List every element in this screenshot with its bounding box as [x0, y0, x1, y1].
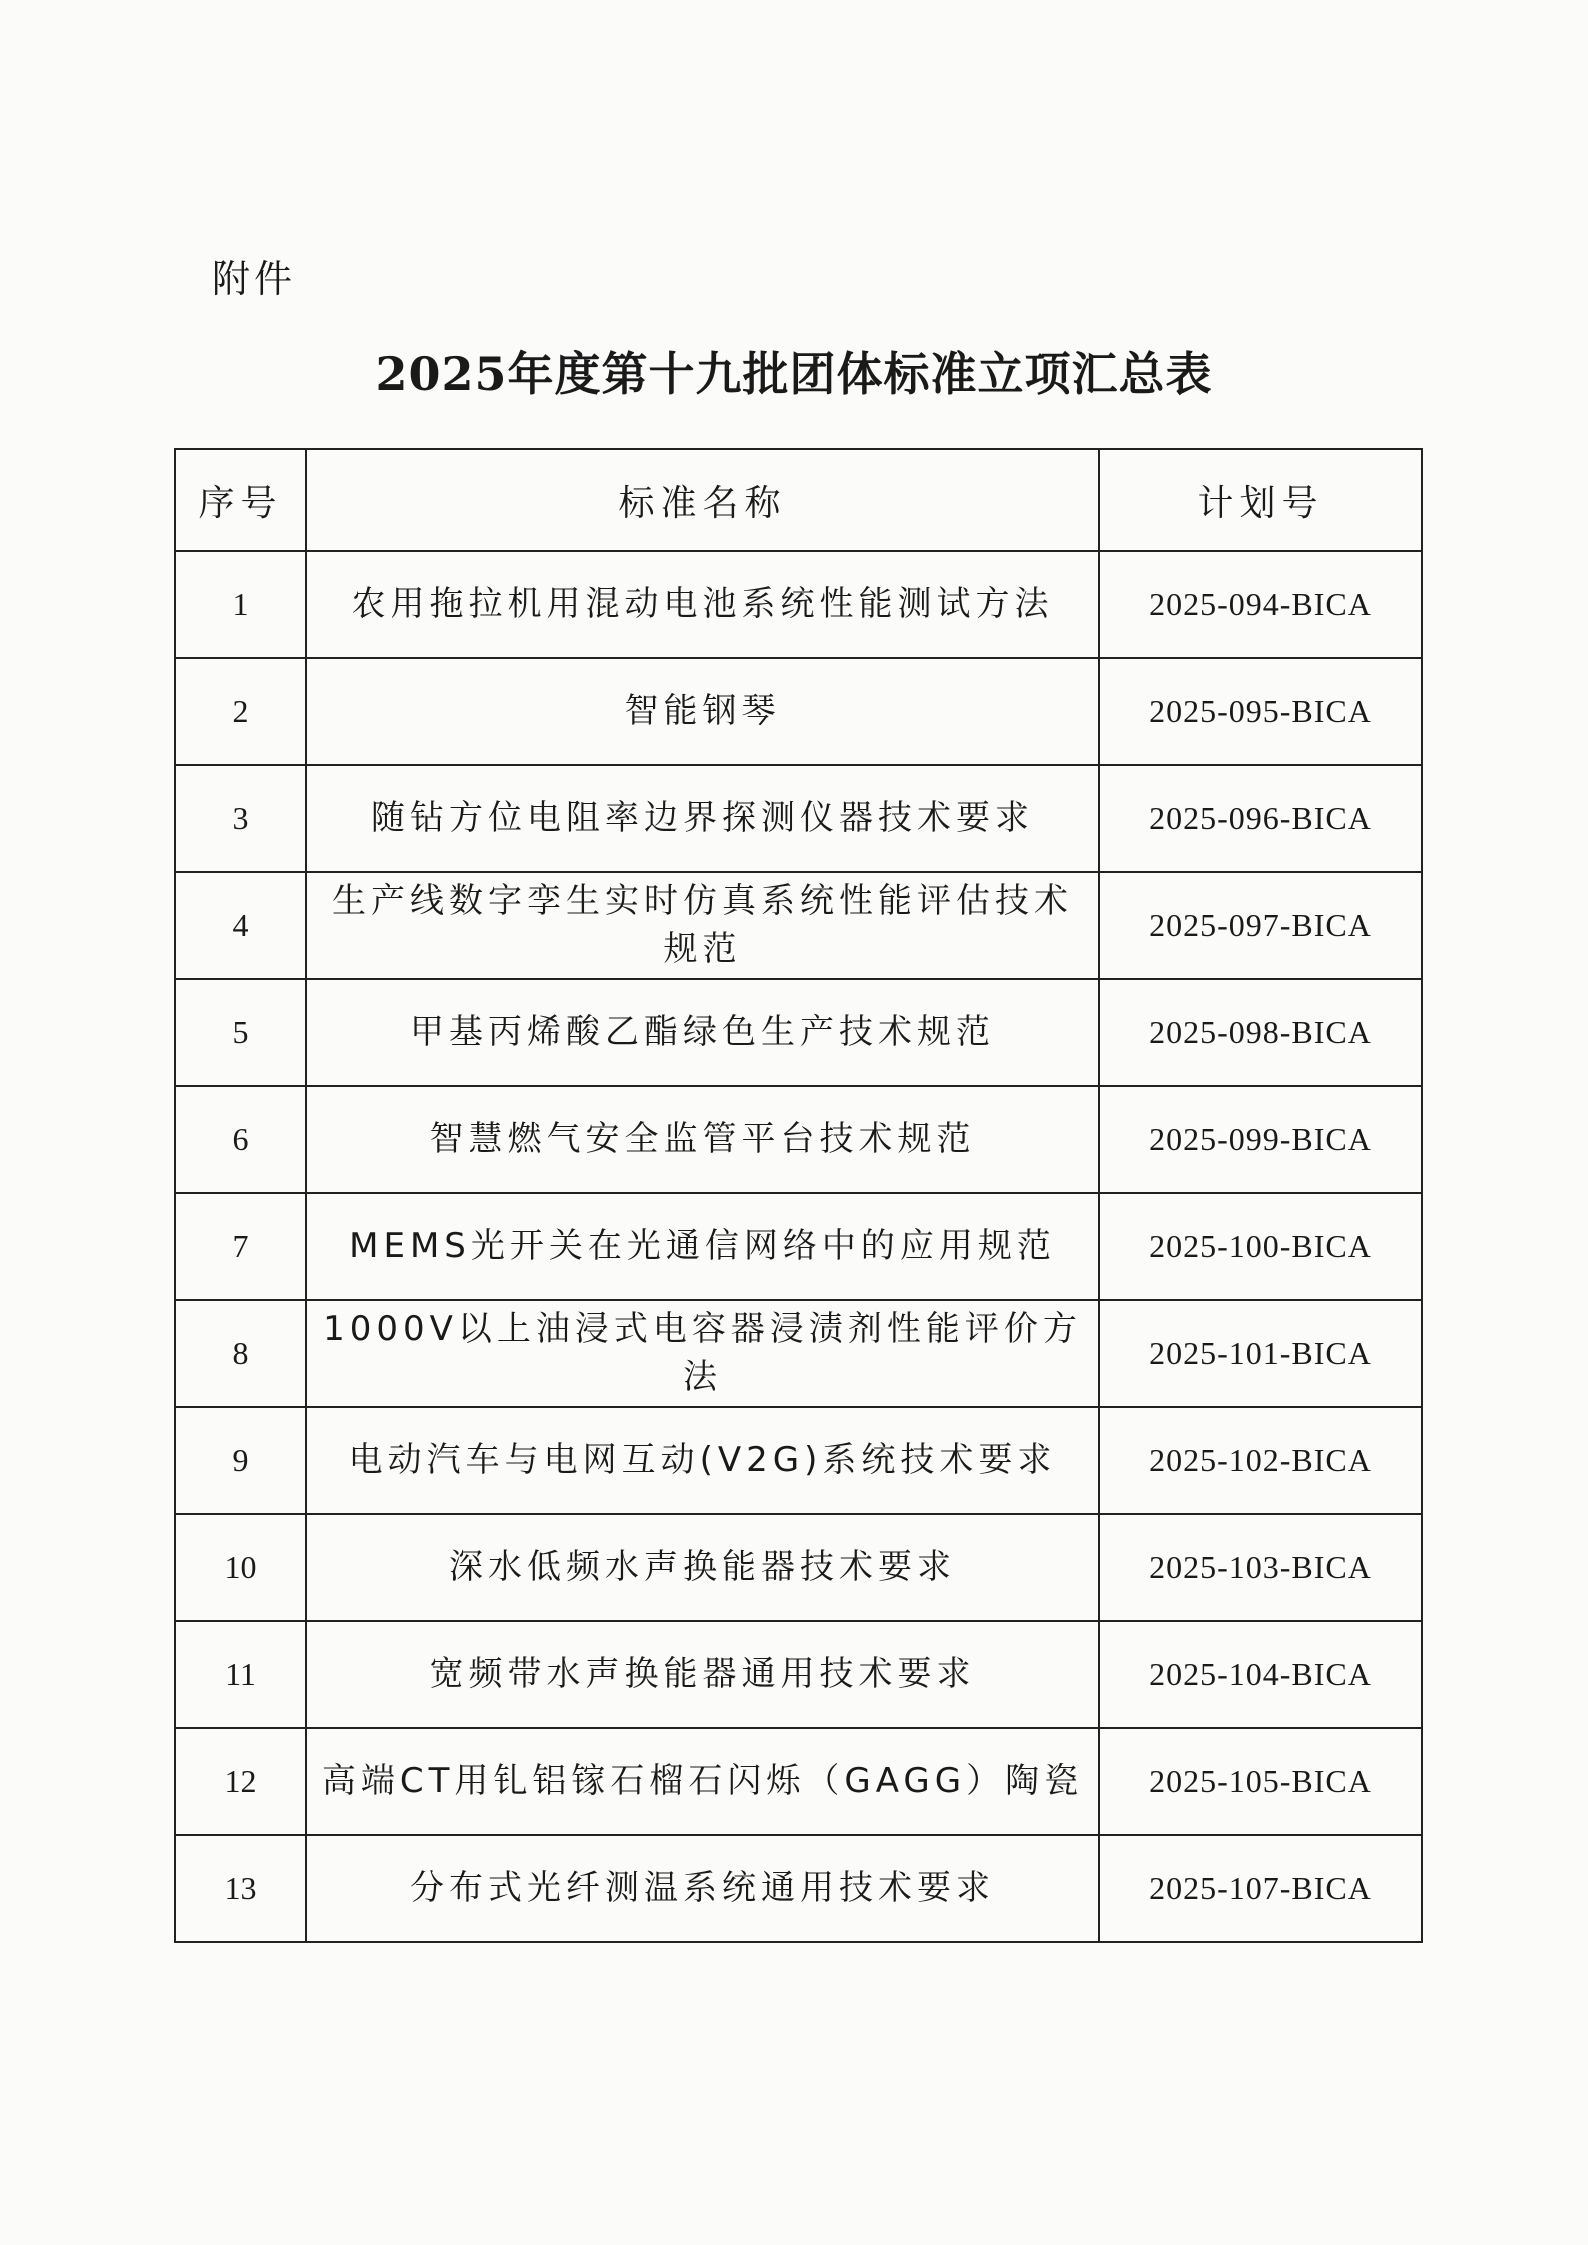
row-number-cell: 8 [175, 1300, 306, 1407]
standards-summary-table [174, 448, 1423, 1943]
standard-name-cell: 生产线数字孪生实时仿真系统性能评估技术规范 [306, 872, 1099, 979]
table-body [175, 551, 1422, 1942]
standard-name-cell: 宽频带水声换能器通用技术要求 [306, 1621, 1099, 1728]
row-number-cell: 2 [175, 658, 306, 765]
standard-name-cell: 深水低频水声换能器技术要求 [306, 1514, 1099, 1621]
table-row [175, 765, 1422, 872]
header-number: 序号 [175, 449, 306, 551]
table-row [175, 1193, 1422, 1300]
standard-name-cell: 电动汽车与电网互动(V2G)系统技术要求 [306, 1407, 1099, 1514]
standard-name-cell: MEMS光开关在光通信网络中的应用规范 [306, 1193, 1099, 1300]
row-number-cell: 7 [175, 1193, 306, 1300]
standard-name-cell: 智能钢琴 [306, 658, 1099, 765]
table-row [175, 1407, 1422, 1514]
attachment-label: 附件 [212, 257, 297, 301]
plan-number-cell: 2025-100-BICA [1099, 1193, 1422, 1300]
row-number-cell: 13 [175, 1835, 306, 1942]
row-number-cell: 4 [175, 872, 306, 979]
plan-number-cell: 2025-097-BICA [1099, 872, 1422, 979]
standard-name-cell: 智慧燃气安全监管平台技术规范 [306, 1086, 1099, 1193]
table-row [175, 1300, 1422, 1407]
plan-number-cell: 2025-102-BICA [1099, 1407, 1422, 1514]
standard-name-cell: 随钻方位电阻率边界探测仪器技术要求 [306, 765, 1099, 872]
table-row [175, 1835, 1422, 1942]
plan-number-cell: 2025-094-BICA [1099, 551, 1422, 658]
table-row [175, 1514, 1422, 1621]
standard-name-cell: 高端CT用钆铝镓石榴石闪烁（GAGG）陶瓷 [306, 1728, 1099, 1835]
table-row [175, 872, 1422, 979]
row-number-cell: 5 [175, 979, 306, 1086]
table-row [175, 1086, 1422, 1193]
standard-name-cell: 分布式光纤测温系统通用技术要求 [306, 1835, 1099, 1942]
row-number-cell: 10 [175, 1514, 306, 1621]
row-number-cell: 11 [175, 1621, 306, 1728]
plan-number-cell: 2025-098-BICA [1099, 979, 1422, 1086]
table-row [175, 1728, 1422, 1835]
standard-name-cell: 1000V以上油浸式电容器浸渍剂性能评价方法 [306, 1300, 1099, 1407]
row-number-cell: 6 [175, 1086, 306, 1193]
table-row [175, 1621, 1422, 1728]
table-row [175, 551, 1422, 658]
table-row [175, 979, 1422, 1086]
row-number-cell: 3 [175, 765, 306, 872]
plan-number-cell: 2025-107-BICA [1099, 1835, 1422, 1942]
header-plan: 计划号 [1099, 449, 1422, 551]
document-title: 2025年度第十九批团体标准立项汇总表 [375, 347, 1213, 401]
header-row [175, 449, 1422, 551]
plan-number-cell: 2025-103-BICA [1099, 1514, 1422, 1621]
plan-number-cell: 2025-099-BICA [1099, 1086, 1422, 1193]
plan-number-cell: 2025-096-BICA [1099, 765, 1422, 872]
row-number-cell: 9 [175, 1407, 306, 1514]
header-name: 标准名称 [306, 449, 1099, 551]
row-number-cell: 12 [175, 1728, 306, 1835]
plan-number-cell: 2025-104-BICA [1099, 1621, 1422, 1728]
standard-name-cell: 农用拖拉机用混动电池系统性能测试方法 [306, 551, 1099, 658]
standard-name-cell: 甲基丙烯酸乙酯绿色生产技术规范 [306, 979, 1099, 1086]
plan-number-cell: 2025-101-BICA [1099, 1300, 1422, 1407]
table-row [175, 658, 1422, 765]
row-number-cell: 1 [175, 551, 306, 658]
plan-number-cell: 2025-105-BICA [1099, 1728, 1422, 1835]
plan-number-cell: 2025-095-BICA [1099, 658, 1422, 765]
table-header [175, 449, 1422, 551]
